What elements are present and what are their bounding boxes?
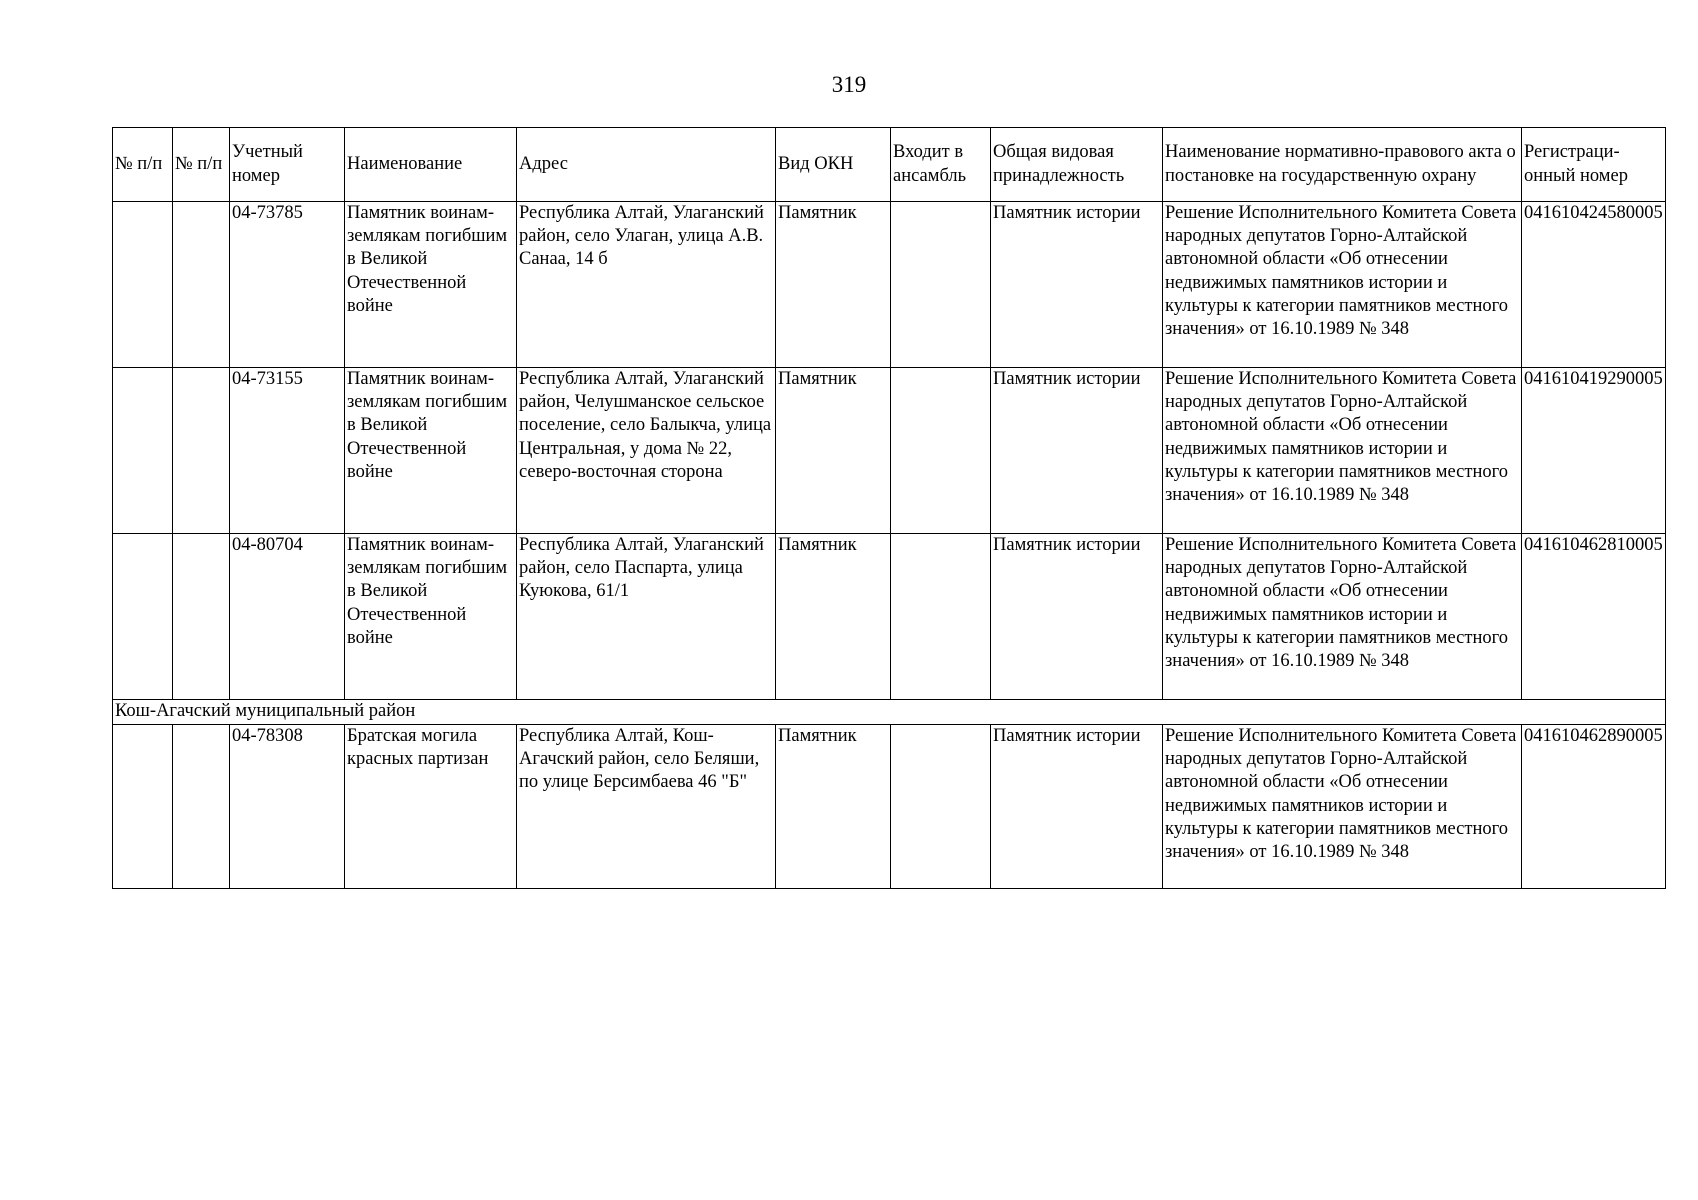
reg-number-cell: 041610419290005	[1522, 368, 1666, 534]
table-row	[113, 202, 1666, 368]
header-cell: Вид ОКН	[776, 128, 891, 202]
name-cell: Памятник воинам-землякам погибшим в Великой Отечественной войне	[345, 202, 517, 368]
act-cell: Решение Исполнительного Комитета Совета народных депутатов Горно-Алтайской автономной области «Об отнесении недвижимых памятников истории и культуры к категории памятников местного значения» от 16.10.1989 № 348	[1163, 202, 1522, 368]
account-number-cell: 04-80704	[230, 534, 345, 700]
act-cell: Решение Исполнительного Комитета Совета народных депутатов Горно-Алтайской автономной области «Об отнесении недвижимых памятников истории и культуры к категории памятников местного значения» от 16.10.1989 № 348	[1163, 368, 1522, 534]
name-cell: Памятник воинам-землякам погибшим в Великой Отечественной войне	[345, 534, 517, 700]
reg-number-cell: 041610462810005	[1522, 534, 1666, 700]
address-cell: Республика Алтай, Улаганский район, село Улаган, улица А.В. Санаа, 14 б	[517, 202, 776, 368]
header-cell: Учетный номер	[230, 128, 345, 202]
ensemble-cell	[891, 725, 991, 889]
header-cell: Наименование	[345, 128, 517, 202]
section-title: Кош-Агачский муниципальный район	[113, 700, 1666, 725]
reg-number-cell: 041610462890005	[1522, 725, 1666, 889]
okn-type-cell: Памятник	[776, 725, 891, 889]
category-cell: Памятник истории	[991, 368, 1163, 534]
address-cell: Республика Алтай, Кош-Агачский район, село Беляши, по улице Берсимбаева 46 "Б"	[517, 725, 776, 889]
header-cell: № п/п	[113, 128, 173, 202]
category-cell: Памятник истории	[991, 202, 1163, 368]
row-number-cell	[173, 725, 230, 889]
row-number-cell	[113, 368, 173, 534]
name-cell: Памятник воинам-землякам погибшим в Великой Отечественной войне	[345, 368, 517, 534]
category-cell: Памятник истории	[991, 534, 1163, 700]
account-number-cell: 04-78308	[230, 725, 345, 889]
row-number-cell	[173, 368, 230, 534]
heritage-registry-table	[112, 127, 1666, 889]
section-header-row	[113, 700, 1666, 725]
act-cell: Решение Исполнительного Комитета Совета народных депутатов Горно-Алтайской автономной области «Об отнесении недвижимых памятников истории и культуры к категории памятников местного значения» от 16.10.1989 № 348	[1163, 725, 1522, 889]
address-cell: Республика Алтай, Улаганский район, село Паспарта, улица Куюкова, 61/1	[517, 534, 776, 700]
header-cell: № п/п	[173, 128, 230, 202]
account-number-cell: 04-73155	[230, 368, 345, 534]
name-cell: Братская могила красных партизан	[345, 725, 517, 889]
table-row	[113, 725, 1666, 889]
okn-type-cell: Памятник	[776, 534, 891, 700]
act-cell: Решение Исполнительного Комитета Совета народных депутатов Горно-Алтайской автономной области «Об отнесении недвижимых памятников истории и культуры к категории памятников местного значения» от 16.10.1989 № 348	[1163, 534, 1522, 700]
reg-number-cell: 041610424580005	[1522, 202, 1666, 368]
header-cell: Наименование нормативно-правового акта о постановке на государственную охрану	[1163, 128, 1522, 202]
category-cell: Памятник истории	[991, 725, 1163, 889]
address-cell: Республика Алтай, Улаганский район, Челушманское сельское поселение, село Балыкча, улица Центральная, у дома № 22, северо-восточная сторона	[517, 368, 776, 534]
ensemble-cell	[891, 368, 991, 534]
page-number: 319	[831, 72, 867, 97]
header-cell: Адрес	[517, 128, 776, 202]
row-number-cell	[113, 534, 173, 700]
table-row	[113, 368, 1666, 534]
okn-type-cell: Памятник	[776, 368, 891, 534]
header-cell: Регистраци-онный номер	[1522, 128, 1666, 202]
okn-type-cell: Памятник	[776, 202, 891, 368]
row-number-cell	[173, 202, 230, 368]
table-row	[113, 534, 1666, 700]
header-cell: Входит в ансамбль	[891, 128, 991, 202]
header-cell: Общая видовая принадлежность	[991, 128, 1163, 202]
header-row	[113, 128, 1666, 202]
row-number-cell	[113, 202, 173, 368]
row-number-cell	[173, 534, 230, 700]
ensemble-cell	[891, 202, 991, 368]
account-number-cell: 04-73785	[230, 202, 345, 368]
ensemble-cell	[891, 534, 991, 700]
row-number-cell	[113, 725, 173, 889]
